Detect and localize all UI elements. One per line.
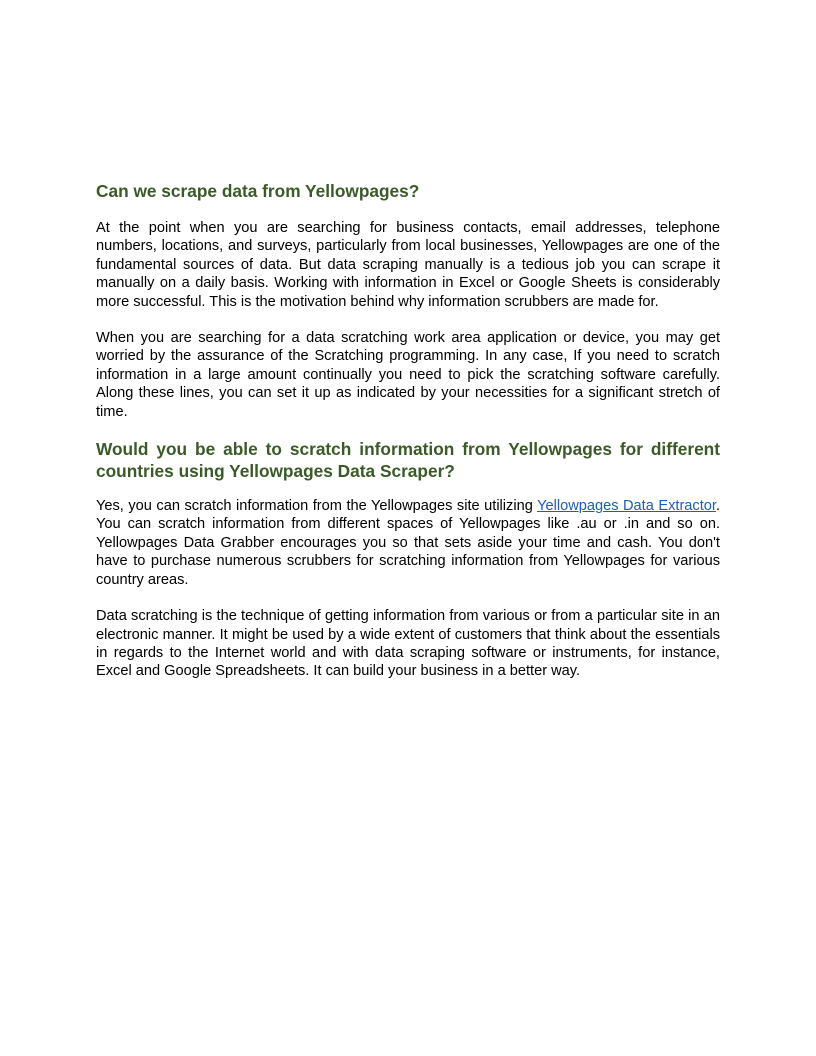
paragraph-intro: At the point when you are searching for business contacts, email addresses, telephone numbers, locations, and surveys, particularly from local businesses, Yellowpages are one of the fundamental sources of data. But data scraping manually is a tedious job you can scrape it manually on a daily basis. Working with information in Excel or Google Sheets is considerably more successful. This is the motivation behind why information scrubbers are made for. [96,220,720,310]
paragraph-software-choice: When you are searching for a data scratching work area application or device, you may get worried by the assurance of the Scratching programming. In any case, If you need to scratch information in a large amount continually you need to pick the scratching software carefully. Along these lines, you can set it up as indicated by your necessities for a significant stretch of time. [96,330,720,420]
yellowpages-data-extractor-link[interactable]: Yellowpages Data Extractor [537,498,716,515]
section-heading-scrape-yellowpages: Can we scrape data from Yellowpages? [96,181,420,201]
section-heading-different-countries: Would you be able to scratch information from Yellowpages for different countries using Yellowpages Data Scraper? [96,439,720,482]
paragraph-text-before-link: Yes, you can scratch information from the Yellowpages site utilizing [96,498,538,515]
document-page [96,180,720,681]
paragraph-text-after-link: . You can scratch information from different spaces of Yellowpages like .au or .in and so on. Yellowpages Data Grabber encourages you so that sets aside your time and cash. You don't have to purchase numerous scrubbers for scratching information from Yellowpages for various country areas. [96,498,720,588]
paragraph-data-scratching-technique: Data scratching is the technique of getting information from various or from a particular site in an electronic manner. It might be used by a wide extent of customers that think about the essentials in regards to the Internet world and with data scraping software or instruments, for instance, Excel and Google Spreadsheets. It can build your business in a better way. [96,608,720,680]
paragraph-yes-you-can [96,497,720,589]
